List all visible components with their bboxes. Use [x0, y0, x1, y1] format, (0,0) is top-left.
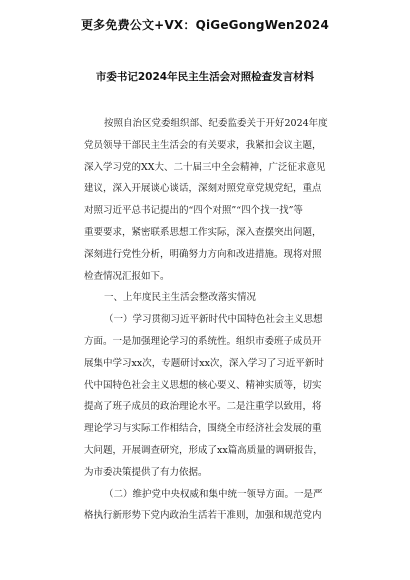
paragraph-line: 大问题，开展调查研究，形成了xx篇高质量的调研报告，: [84, 444, 323, 456]
paragraph-line: 格执行新形势下党内政治生活若干准则，加强和规范党内: [84, 510, 322, 522]
promo-header: 更多免费公文+VX：QiGeGongWen2024: [80, 18, 329, 32]
paragraph-line: 重要要求，紧密联系思想工作实际，深入查摆突出问题，: [84, 226, 322, 238]
paragraph-line: 展集中学习xx次，专题研讨xx次，深入学习了习近平新时: [84, 357, 324, 369]
paragraph-line: 理论学习与实际工作相结合，围绕全市经济社会发展的重: [84, 423, 322, 435]
paragraph-line: 深刻进行党性分析，明确努力方向和改进措施。现将对照: [84, 248, 322, 260]
document-body: [84, 113, 334, 527]
paragraph-line: 提高了班子成员的政治理论水平。二是注重学以致用，将: [84, 401, 322, 413]
paragraph-line: 按照自治区党委组织部、纪委监委关于开好2024年度: [104, 118, 328, 129]
paragraph-line: 深入学习党的XX大、二十届三中全会精神，广泛征求意见: [84, 161, 326, 173]
paragraph-line: 代中国特色社会主义思想的核心要义、精神实质等，切实: [84, 379, 322, 391]
subsection-heading-line: （一）学习贯彻习近平新时代中国特色社会主义思想: [104, 314, 323, 326]
document-title: 市委书记2024年民主生活会对照检查发言材料: [95, 71, 315, 83]
paragraph-line: 检查情况汇报如下。: [84, 270, 170, 282]
paragraph-line: 建议，深入开展谈心谈话，深刻对照党章党规党纪，重点: [84, 183, 322, 195]
paragraph-line: 党员领导干部民主生活会的有关要求，我紧扣会议主题，: [84, 139, 322, 151]
paragraph-line: 方面。一是加强理论学习的系统性。组织市委班子成员开: [84, 335, 322, 347]
section-heading: 一、上年度民主生活会整改落实情况: [104, 292, 257, 304]
paragraph-line: 对照习近平总书记提出的“四个对照”“四个找一找”等: [84, 205, 303, 217]
paragraph-line: 为市委决策提供了有力依据。: [84, 466, 208, 478]
subsection-heading-line: （二）维护党中央权威和集中统一领导方面。一是严: [104, 488, 323, 500]
